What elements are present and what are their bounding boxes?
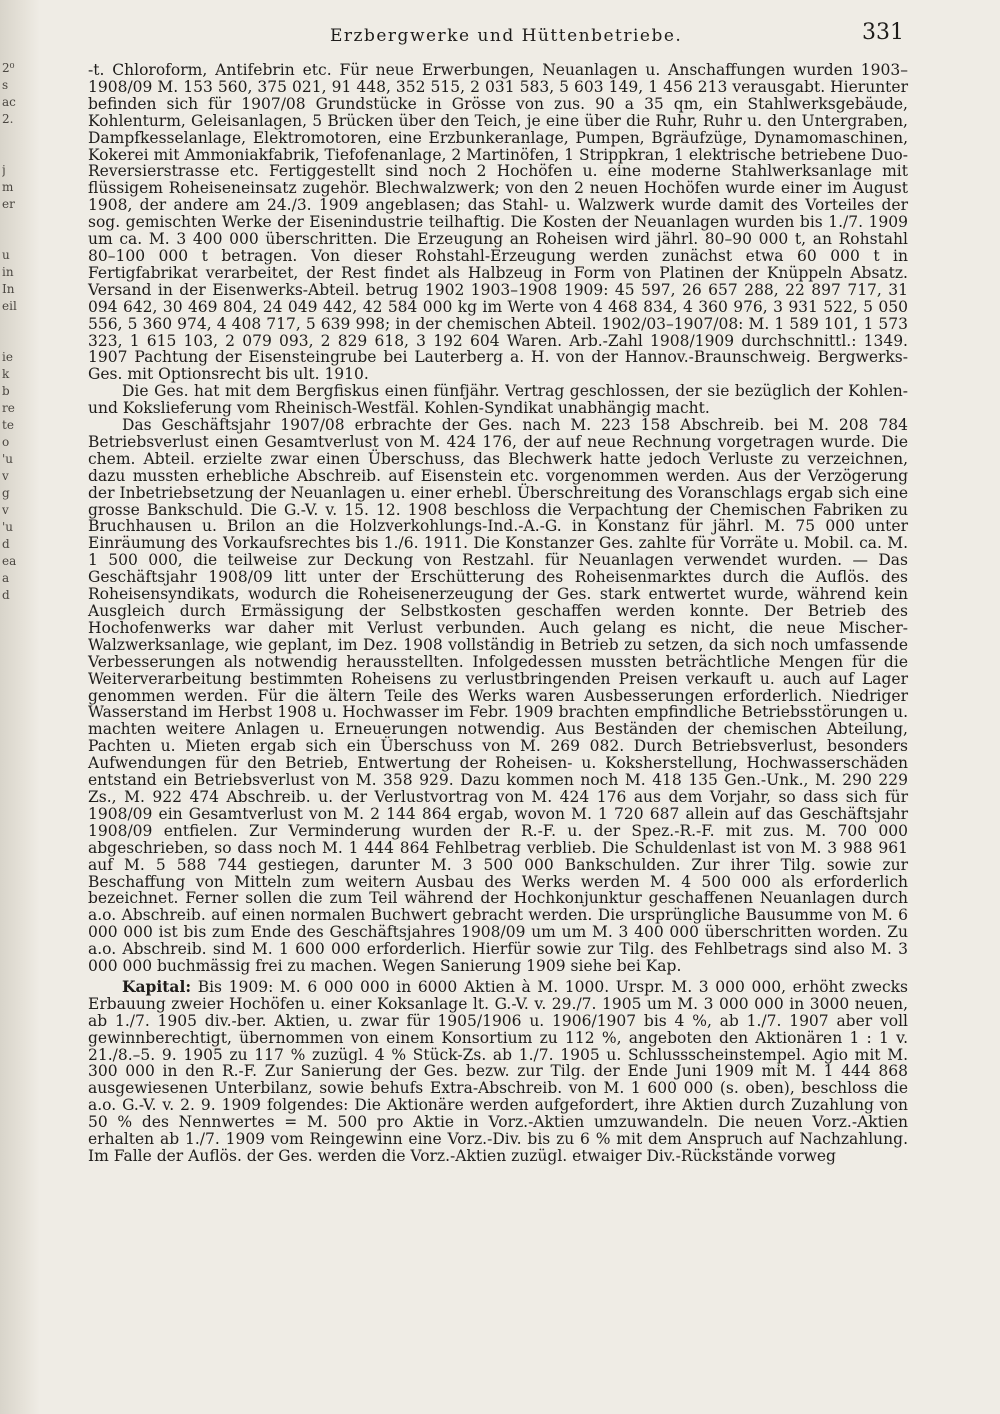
margin-fragment [2, 315, 20, 332]
margin-fragment: er [2, 197, 15, 211]
margin-fragment: ea [2, 554, 17, 568]
margin-fragment [2, 213, 20, 230]
margin-fragment: u [2, 248, 10, 262]
paragraph-coal-contract: Die Ges. hat mit dem Bergfiskus einen fünfjähr. Vertrag geschlossen, der sie bezüglich der Kohlen- und Kokslieferung vom Rheinisch-Westfäl. Kohlen-Syndikat unabhängig macht. [88, 382, 908, 418]
margin-fragment: ie [2, 350, 13, 364]
margin-fragment: 2⁰ [2, 61, 15, 75]
margin-fragment: te [2, 418, 14, 432]
capital-text: Bis 1909: M. 6 000 000 in 6000 Aktien à M. 1000. Urspr. M. 3 000 000, erhöht zwecks Erbauung zweier Hochöfen u. einer Koksanlage lt. G.-V. v. 29./7. 1905 um M. 3 000 000 in 3000 neuen, ab 1./7. 1905 div.-ber. Aktien, u. zwar für 1905/1906 u. 1906/1907 bis 4 %, ab 1./7. 1907 aber voll gewinnberechtigt, übernommen von einem Konsortium zu 112 %, angeboten den Aktionären 1 : 1 v. 21./8.–5. 9. 1905 zu 117 % zuzügl. 4 % Stück-Zs. ab 1./7. 1905 u. Schlussscheinstempel. Agio mit M. 300 000 in den R.-F. Zur Sanierung der Ges. bezw. zur Tilg. der Ende Juni 1909 mit M. 1 444 868 ausgewiesenen Unterbilanz, sowie behufs Extra-Abschreib. von M. 1 600 000 (s. oben), beschloss die a.o. G.-V. v. 2. 9. 1909 folgendes: Die Aktionäre werden aufgefordert, ihre Aktien durch Zuzahlung von 50 % des Nennwertes = M. 500 pro Aktie in Vorz.-Aktien umzuwandeln. Die neuen Vorz.-Aktien erhalten ab 1./7. 1909 vom Reingewinn eine Vorz.-Div. bis zu 6 % mit dem Anspruch auf Nachzahlung. Im Falle der Auflös. der Ges. werden die Vorz.-Aktien zuzügl. etwaiger Div.-Rückstände vorweg [88, 977, 908, 1165]
margin-fragment [2, 128, 20, 145]
page-number: 331 [862, 20, 904, 45]
margin-fragment: a [2, 571, 10, 585]
margin-fragment [2, 230, 20, 247]
margin-fragment: in [2, 265, 14, 279]
page-header [0, 20, 1000, 50]
margin-fragment: s [2, 78, 9, 92]
margin-fragment: b [2, 384, 10, 398]
margin-fragment: v [2, 503, 9, 517]
paragraph-business-year: Das Geschäftsjahr 1907/08 erbrachte der Ges. nach M. 223 158 Abschreib. bei M. 208 784 Betriebsverlust einen Gesamtverlust von M. 424 176, der auf neue Rechnung vorgetragen wurde. Die chem. Abteil. erzielte zwar einen Überschuss, das Blechwerk hatte jedoch Verluste zu verzeichnen, dazu mussten erhebliche Abschreib. auf Eisenstein etc. vorgenommen werden. Aus der Verzögerung der Inbetriebsetzung der Neuanlagen u. einer erhebl. Überschreitung des Voranschlags ergab sich eine grosse Bankschuld. Die G.-V. v. 15. 12. 1908 beschloss die Verpachtung der Chemischen Fabriken zu Bruchhausen u. Brilon an die Holzverkohlungs-Ind.-A.-G. in Konstanz für jährl. M. 75 000 unter Einräumung des Vorkaufsrechtes bis 1./6. 1911. Die Konstanzer Ges. zahlte für Vorräte u. Mobil. ca. M. 1 500 000, die teilweise zur Deckung von Restzahl. für Neuanlagen verwendet wurden. — Das Geschäftsjahr 1908/09 litt unter der Erschütterung des Roheisenmarktes durch die Auflös. des Roheisensyndikats, wodurch die Roheisenerzeugung der Ges. stark entwertet wurde, während kein Ausgleich durch Ermässigung der Selbstkosten geschaffen werden konnte. Der Betrieb des Hochofenwerks war daher mit Verlust verbunden. Auch gelang es nicht, die neue Mischer-Walzwerksanlage, wie geplant, im Dez. 1908 vollständig in Betrieb zu setzen, da sich noch umfassende Verbesserungen als notwendig herausstellten. Infolgedessen mussten beträchtliche Mengen für die Weiterverarbeitung bestimmten Roheisens zu verlustbringenden Preisen verkauft u. auch auf Lager genommen werden. Für die ältern Teile des Werks waren Ausbesserungen erforderlich. Niedriger Wasserstand im Herbst 1908 u. Hochwasser im Febr. 1909 brachten empfindliche Betriebsstörungen u. machten weitere Anlagen u. Erneuerungen notwendig. Aus Beständen der chemischen Abteilung, Pachten u. Mieten ergab sich ein Überschuss von M. 269 082. Durch Betriebsverlust, besonders Aufwendungen für den Betrieb, Entwertung der Roheisen- u. Koksherstellung, Hochwasserschäden entstand ein Betriebsverlust von M. 358 929. Dazu kommen noch M. 418 135 Gen.-Unk., M. 290 229 Zs., M. 922 474 Abschreib. u. der Verlustvortrag von M. 424 176 aus dem Vorjahr, so dass sich für 1908/09 ein Gesamtverlust von M. 2 144 864 ergab, wovon M. 1 720 687 allein auf das Geschäftsjahr 1908/09 entfielen. Zur Verminderung wurden der R.-F. u. der Spez.-R.-F. mit zus. M. 700 000 abgeschrieben, so dass noch M. 1 444 864 Fehlbetrag verblieb. Die Schuldenlast ist von M. 3 988 961 auf M. 5 588 744 gestiegen, darunter M. 3 500 000 Bankschulden. Zur ihrer Tilg. sowie zur Beschaffung von Mitteln zum weitern Ausbau des Werks werden M. 4 500 000 als erforderlich bezeichnet. Ferner sollen die zum Teil während der Hochkonjunktur geschaffenen Neuanlagen durch a.o. Abschreib. auf einen normalen Buchwert gebracht werden. Die ursprüngliche Bausumme von M. 6 000 000 ist bis zum Ende des Geschäftsjahres 1908/09 um um M. 3 400 000 überschritten worden. Zu a.o. Abschreib. sind M. 1 600 000 erforderlich. Hierfür sowie zur Tilg. des Fehlbetrags sind also M. 3 000 000 buchmässig frei zu machen. Wegen Sanierung 1909 siehe bei Kap. [88, 416, 908, 976]
margin-fragment: o [2, 435, 10, 449]
margin-fragment: v [2, 469, 9, 483]
binding-gutter [0, 0, 40, 1414]
margin-fragment: k [2, 367, 10, 381]
capital-label: Kapital: [122, 976, 192, 996]
margin-fragment: d [2, 537, 10, 551]
margin-fragment: eil [2, 299, 17, 313]
margin-fragment: 'u [2, 452, 14, 466]
margin-fragment: 2. [2, 112, 14, 126]
margin-fragment: j [2, 163, 6, 177]
body-text [88, 62, 908, 1165]
paragraph-capital [88, 976, 908, 1165]
margin-fragment: g [2, 486, 10, 500]
previous-page-margin-fragments [2, 60, 20, 604]
margin-fragment: 'u [2, 520, 14, 534]
margin-fragment: m [2, 180, 14, 194]
margin-fragment: In [2, 282, 15, 296]
paragraph-production: -t. Chloroform, Antifebrin etc. Für neue Erwerbungen, Neuanlagen u. Anschaffungen wurden 1903–1908/09 M. 153 560, 375 021, 91 448, 352 515, 2 031 583, 5 603 149, 1 456 213 verausgabt. Hierunter befinden sich für 1907/08 Grundstücke in Grösse von zus. 90 a 35 qm, ein Stahlwerksgebäude, Kohlenturm, Geleisanlagen, 5 Brücken über den Teich, je eine über die Ruhr, Ruhr u. den Untergraben, Dampfkesselanlage, Elektromotoren, eine Erzbunkeranlage, Pumpen, Bgräufzüge, Dynamomaschinen, Kokerei mit Ammoniakfabrik, Tiefofenanlage, 2 Martinöfen, 1 Strippkran, 1 elektrische betriebene Duo-Reversierstrasse etc. Fertiggestellt sind noch 2 Hochöfen u. eine moderne Stahlwerksanlage mit flüssigem Roheiseneinsatz zugehör. Blechwalzwerk; von den 2 neuen Hochöfen wurde einer im August 1908, der andere am 24./3. 1909 angeblasen; das Stahl- u. Walzwerk wurde damit des Vorteiles der sog. gemischten Werke der Eisenindustrie teilhaftig. Die Kosten der Neuanlagen wurden bis 1./7. 1909 um ca. M. 3 400 000 überschritten. Die Erzeugung an Roheisen wird jährl. 80–90 000 t, an Rohstahl 80–100 000 t betragen. Von dieser Rohstahl-Erzeugung werden zunächst etwa 60 000 t in Fertigfabrikat verarbeitet, der Rest findet als Halbzeug in Form von Platinen der Knüppeln Absatz. Versand in der Eisenwerks-Abteil. betrug 1902 1903–1908 1909: 45 597, 26 657 288, 22 897 717, 31 094 642, 30 469 804, 24 049 442, 42 584 000 kg im Werte von 4 468 834, 4 360 976, 3 931 522, 5 050 556, 5 360 974, 4 408 717, 5 639 998; in der chemischen Abteil. 1902/03–1907/08: M. 1 589 101, 1 573 323, 1 615 103, 2 079 093, 2 829 618, 3 192 604 Waren. Arb.-Zahl 1908/1909 durchschnittl.: 1349. 1907 Pachtung der Eisensteingrube bei Lauterberg a. H. von der Hannov.-Braunschweig. Bergwerks-Ges. mit Optionsrecht bis ult. 1910. [88, 61, 908, 384]
margin-fragment [2, 332, 20, 349]
margin-fragment: re [2, 401, 15, 415]
margin-fragment: ac [2, 95, 16, 109]
margin-fragment: d [2, 588, 10, 602]
margin-fragment [2, 145, 20, 162]
running-title: Erzbergwerke und Hüttenbetriebe. [330, 26, 683, 46]
